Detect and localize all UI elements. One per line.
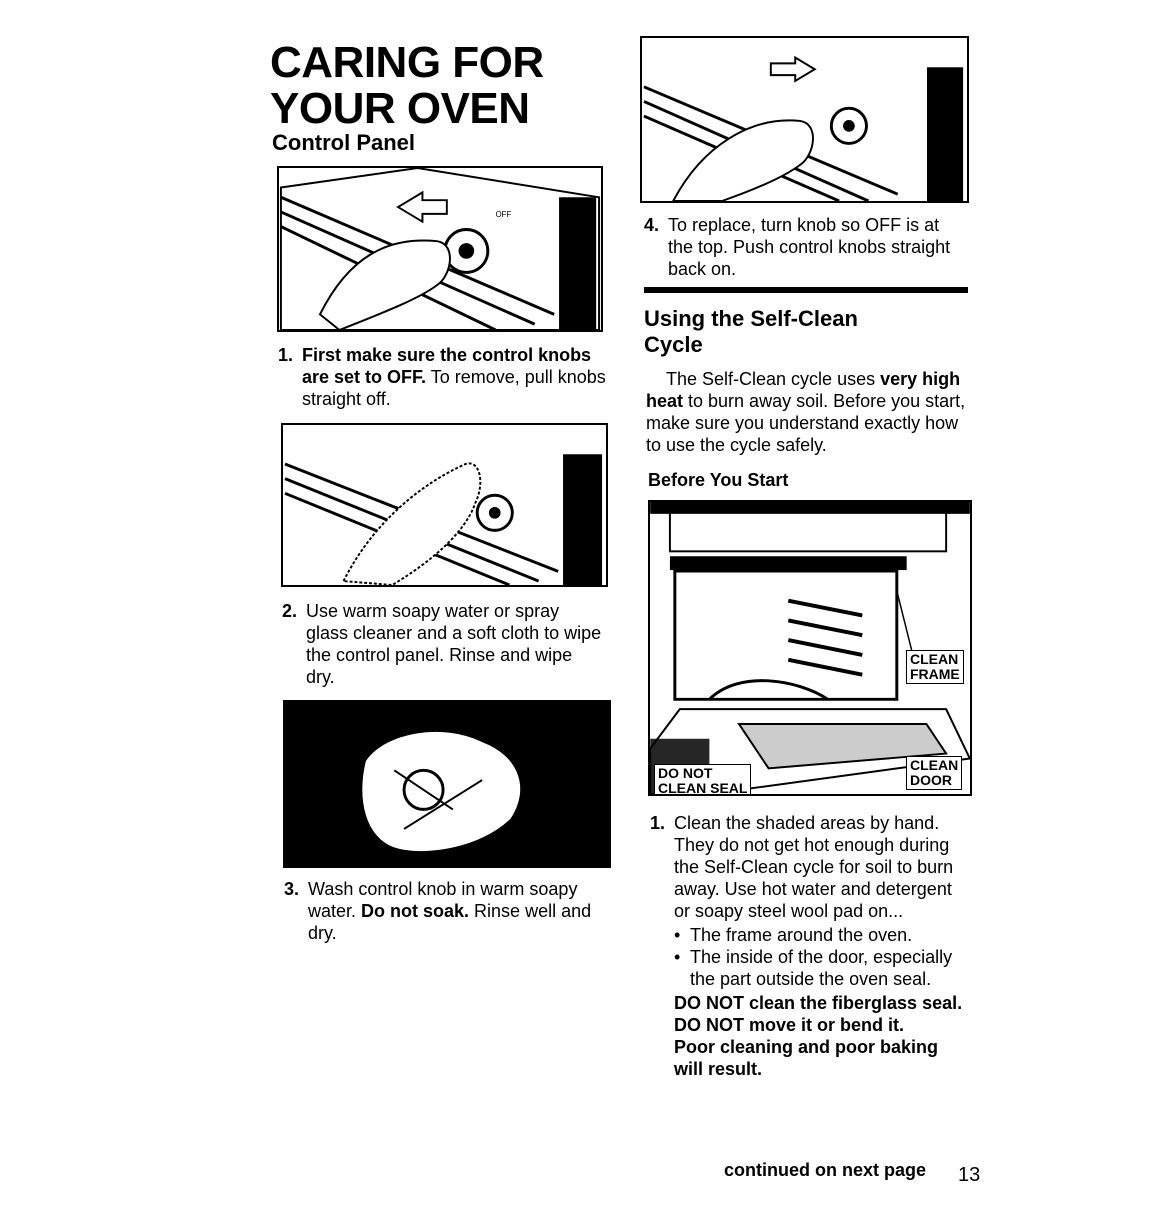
oven-interior-illustration [650, 502, 970, 794]
step-3-wash: 3. Wash control knob in warm soapy water. Do not soak. Rinse well and dry. [284, 879, 592, 943]
figure-replace-knob [640, 36, 969, 203]
page-number: 13 [958, 1164, 981, 1186]
step-2-wipe: 2. Use warm soapy water or spray glass cleaner and a soft cloth to wipe the control panel. Rinse and wipe dry. [282, 601, 602, 687]
hand-replacing-knob-illustration [642, 38, 967, 201]
self-clean-step-1: 1. Clean the shaded areas by hand. They do not get hot enough during the Self-Clean cycle for soil to burn away. Use hot water and detergent or soapy steel wool pad on... • The frame around the oven. • The inside of the door, especially the part outside the oven seal. DO NOT clean the fiberglass seal. DO NOT move it or bend it. Poor cleaning and poor baking will result. [650, 812, 972, 1080]
do-not-clean-seal-label: DO NOT CLEAN SEAL [654, 764, 751, 796]
before-you-start-heading: Before You Start [648, 470, 789, 490]
hands-washing-knob-illustration [285, 702, 609, 866]
self-clean-intro: The Self-Clean cycle uses very high heat to burn away soil. Before you start, make sure you understand exactly how to use the cycle safely. [646, 369, 966, 455]
hand-pulling-knob-illustration [279, 168, 601, 330]
hand-wiping-panel-illustration [283, 425, 606, 585]
clean-frame-label: CLEAN FRAME [906, 650, 964, 684]
step-1-remove: 1. First make sure the control knobs are set to OFF. To remove, pull knobs straight off. [278, 345, 606, 409]
bullet-list [650, 924, 972, 990]
clean-door-label: CLEAN DOOR [906, 756, 962, 790]
figure-wash-knob [283, 700, 611, 868]
section-divider [644, 287, 968, 293]
list-item: • The inside of the door, especially the part outside the oven seal. [674, 947, 953, 989]
figure-wipe-panel [281, 423, 608, 587]
figure-remove-knob [277, 166, 603, 332]
svg-text:OFF: OFF [495, 209, 512, 219]
step-4-replace: 4. To replace, turn knob so OFF is at the top. Push control knobs straight back on. [644, 215, 951, 279]
page-title: CARING FOR YOUR OVEN [270, 38, 544, 133]
control-panel-heading: Control Panel [272, 130, 416, 155]
continued-note: continued on next page [724, 1160, 927, 1180]
list-item: • The frame around the oven. [674, 925, 913, 945]
figure-oven-interior [648, 500, 972, 796]
self-clean-heading: Using the Self-Clean Cycle [644, 306, 858, 357]
warning-block: DO NOT clean the fiberglass seal. DO NOT move it or bend it. Poor cleaning and poor baking will result. [674, 993, 963, 1079]
